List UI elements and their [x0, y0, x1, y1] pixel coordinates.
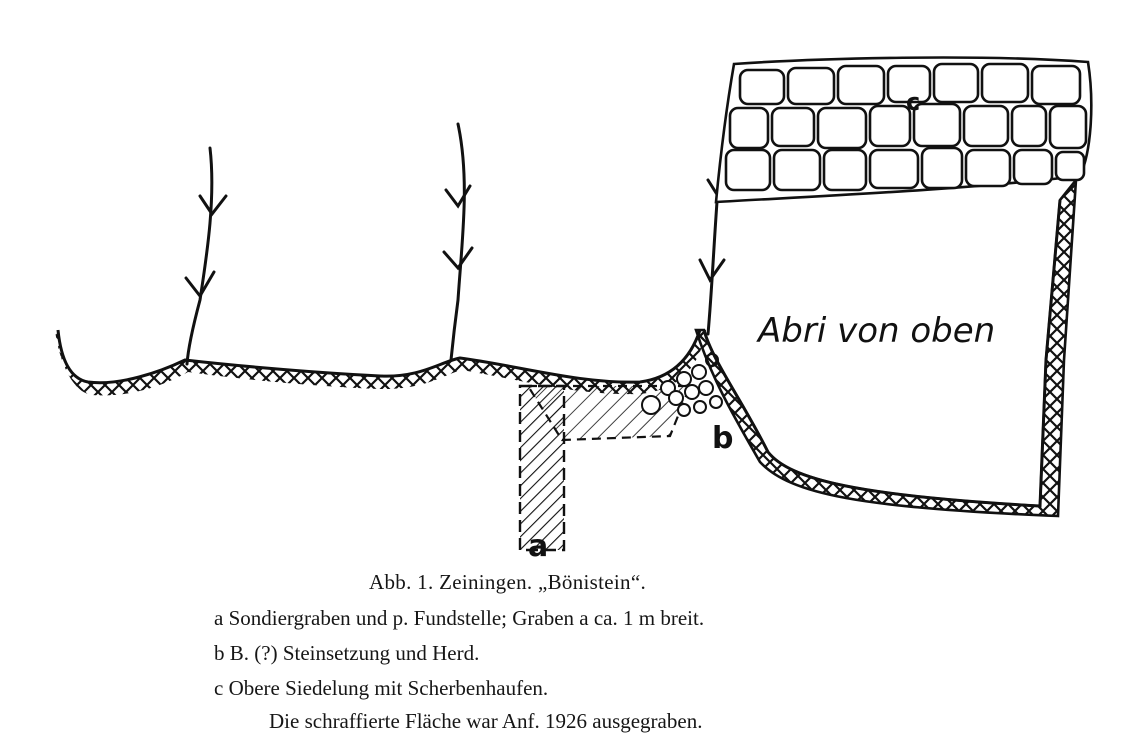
label-b: b [712, 421, 734, 456]
label-a: a [528, 529, 549, 560]
caption-note: Die schraffierte Fläche war Anf. 1926 ausgegraben. [269, 709, 703, 733]
upper-settlement-c [716, 58, 1091, 202]
excavated-area [520, 386, 690, 550]
legend-a: a Sondiergraben und p. Fundstelle; Graben a ca. 1 m breit. [214, 606, 705, 630]
legend-c: c Obere Siedelung mit Scherbenhaufen. [214, 676, 549, 700]
figure-caption [0, 563, 1121, 738]
label-c: c [906, 88, 921, 116]
legend-b: b B. (?) Steinsetzung und Herd. [214, 641, 480, 665]
label-abri: Abri von oben [758, 311, 996, 351]
drainage-lines [186, 124, 730, 364]
caption-title: Abb. 1. Zeiningen. „Bönistein“. [369, 570, 646, 594]
